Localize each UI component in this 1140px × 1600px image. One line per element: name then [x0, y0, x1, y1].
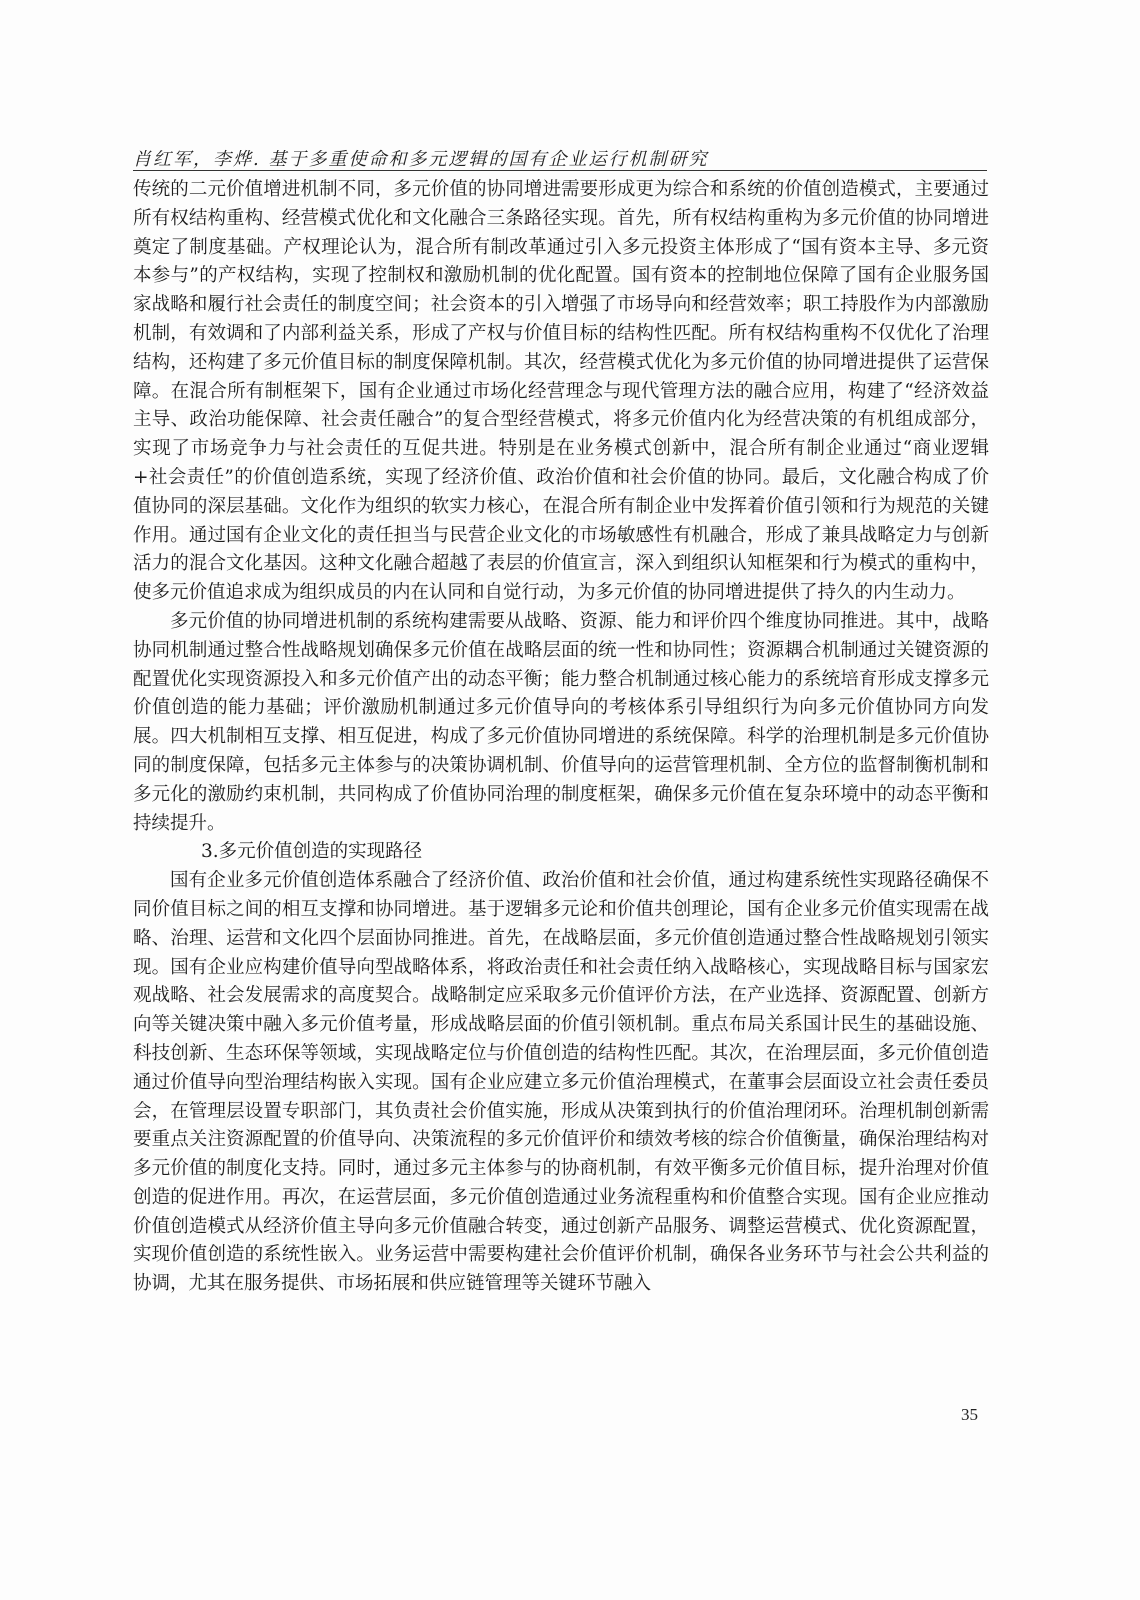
paragraph-continued: 传统的二元价值增进机制不同，多元价值的协同增进需要形成更为综合和系统的价值创造模式，主要通过所有权结构重构、经营模式优化和文化融合三条路径实现。首先，所有权结构重构为多元价值的协同增进奠定了制度基础。产权理论认为，混合所有制改革通过引入多元投资主体形成了“国有资本主导、多元资本参与”的产权结构，实现了控制权和激励机制的优化配置。国有资本的控制地位保障了国有企业服务国家战略和履行社会责任的制度空间；社会资本的引入增强了市场导向和经营效率；职工持股作为内部激励机制，有效调和了内部利益关系，形成了产权与价值目标的结构性匹配。所有权结构重构不仅优化了治理结构，还构建了多元价值目标的制度保障机制。其次，经营模式优化为多元价值的协同增进提供了运营保障。在混合所有制框架下，国有企业通过市场化经营理念与现代管理方法的融合应用，构建了“经济效益主导、政治功能保障、社会责任融合”的复合型经营模式，将多元价值内化为经营决策的有机组成部分，实现了市场竞争力与社会责任的互促共进。特别是在业务模式创新中，混合所有制企业通过“商业逻辑+社会责任”的价值创造系统，实现了经济价值、政治价值和社会价值的协同。最后，文化融合构成了价值协同的深层基础。文化作为组织的软实力核心，在混合所有制企业中发挥着价值引领和行为规范的关键作用。通过国有企业文化的责任担当与民营企业文化的市场敏感性有机融合，形成了兼具战略定力与创新活力的混合文化基因。这种文化融合超越了表层的价值宣言，深入到组织认知框架和行为模式的重构中，使多元价值追求成为组织成员的内在认同和自觉行动，为多元价值的协同增进提供了持久的内生动力。: [133, 179, 989, 604]
paragraph-value-creation-path: 国有企业多元价值创造体系融合了经济价值、政治价值和社会价值，通过构建系统性实现路径确保不同价值目标之间的相互支撑和协同增进。基于逻辑多元论和价值共创理论，国有企业多元价值实现需在战略、治理、运营和文化四个层面协同推进。首先，在战略层面，多元价值创造通过整合性战略规划引领实现。国有企业应构建价值导向型战略体系，将政治责任和社会责任纳入战略核心，实现战略目标与国家宏观战略、社会发展需求的高度契合。战略制定应采取多元价值评价方法，在产业选择、资源配置、创新方向等关键决策中融入多元价值考量，形成战略层面的价值引领机制。重点布局关系国计民生的基础设施、科技创新、生态环保等领域，实现战略定位与价值创造的结构性匹配。其次，在治理层面，多元价值创造通过价值导向型治理结构嵌入实现。国有企业应建立多元价值治理模式，在董事会层面设立社会责任委员会，在管理层设置专职部门，其负责社会价值实施，形成从决策到执行的价值治理闭环。治理机制创新需要重点关注资源配置的价值导向、决策流程的多元价值评价和绩效考核的综合价值衡量，确保治理结构对多元价值的制度化支持。同时，通过多元主体参与的协商机制，有效平衡多元价值目标，提升治理对价值创造的促进作用。再次，在运营层面，多元价值创造通过业务流程重构和价值整合实现。国有企业应推动价值创造模式从经济价值主导向多元价值融合转变，通过创新产品服务、调整运营模式、优化资源配置，实现价值创造的系统性嵌入。业务运营中需要构建社会价值评价机制，确保各业务环节与社会公共利益的协调，尤其在服务提供、市场拓展和供应链管理等关键环节融入: [133, 870, 989, 1295]
section-heading: 3.多元价值创造的实现路径: [201, 841, 423, 863]
running-header-title: 肖红军，李烨. 基于多重使命和多元逻辑的国有企业运行机制研究: [133, 149, 709, 170]
body-text: [133, 176, 989, 1299]
header-divider: [133, 170, 987, 171]
page-number: 35: [961, 1405, 978, 1424]
paragraph-coordination-mechanism: 多元价值的协同增进机制的系统构建需要从战略、资源、能力和评价四个维度协同推进。其中，战略协同机制通过整合性战略规划确保多元价值在战略层面的统一性和协同性；资源耦合机制通过关键资源的配置优化实现资源投入和多元价值产出的动态平衡；能力整合机制通过核心能力的系统培育形成支撑多元价值创造的能力基础；评价激励机制通过多元价值导向的考核体系引导组织行为向多元价值协同方向发展。四大机制相互支撑、相互促进，构成了多元价值协同增进的系统保障。科学的治理机制是多元价值协同的制度保障，包括多元主体参与的决策协调机制、价值导向的运营管理机制、全方位的监督制衡机制和多元化的激励约束机制，共同构成了价值协同治理的制度框架，确保多元价值在复杂环境中的动态平衡和持续提升。: [133, 610, 989, 834]
